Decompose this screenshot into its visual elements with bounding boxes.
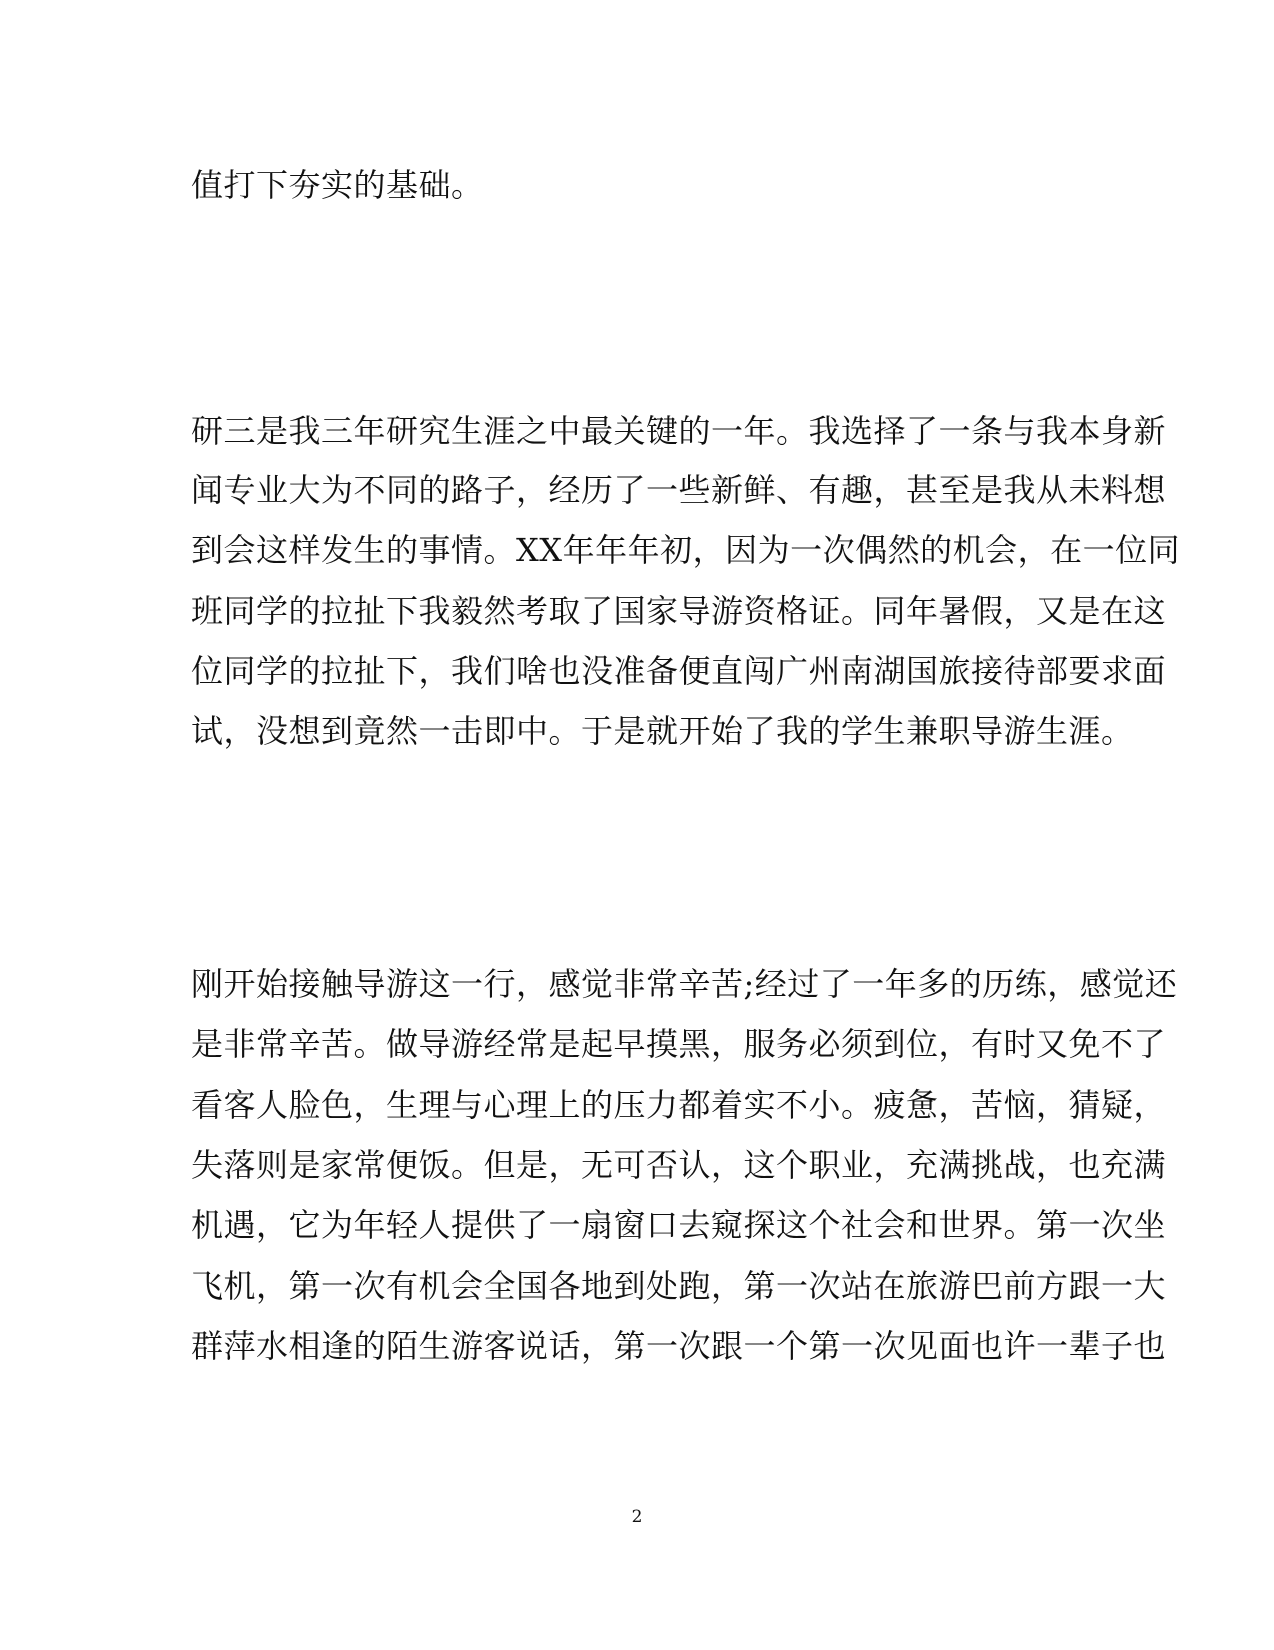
text-line: 闻专业大为不同的路子，经历了一些新鲜、有趣，甚至是我从未料想 bbox=[191, 471, 1167, 509]
text-line: 值打下夯实的基础。 bbox=[191, 166, 484, 204]
text-line: 群萍水相逢的陌生游客说话，第一次跟一个第一次见面也许一辈子也 bbox=[191, 1327, 1167, 1365]
text-line: 是非常辛苦。做导游经常是起早摸黑，服务必须到位，有时又免不了 bbox=[191, 1025, 1167, 1063]
text-line: 失落则是家常便饭。但是，无可否认，这个职业，充满挑战，也充满 bbox=[191, 1146, 1167, 1184]
text-line: 机遇，它为年轻人提供了一扇窗口去窥探这个社会和世界。第一次坐 bbox=[191, 1206, 1167, 1244]
text-line: 位同学的拉扯下，我们啥也没准备便直闯广州南湖国旅接待部要求面 bbox=[191, 652, 1167, 690]
text-line: 刚开始接触导游这一行，感觉非常辛苦;经过了一年多的历练，感觉还 bbox=[191, 965, 1178, 1003]
text-line: 班同学的拉扯下我毅然考取了国家导游资格证。同年暑假，又是在这 bbox=[191, 592, 1167, 630]
text-line: 到会这样发生的事情。XX年年年初，因为一次偶然的机会，在一位同 bbox=[191, 531, 1181, 569]
text-line: 看客人脸色，生理与心理上的压力都着实不小。疲惫，苦恼，猜疑， bbox=[191, 1086, 1167, 1124]
text-line: 试，没想到竟然一击即中。于是就开始了我的学生兼职导游生涯。 bbox=[191, 712, 1134, 750]
text-line: 研三是我三年研究生涯之中最关键的一年。我选择了一条与我本身新 bbox=[191, 412, 1167, 450]
text-line: 飞机，第一次有机会全国各地到处跑，第一次站在旅游巴前方跟一大 bbox=[191, 1267, 1167, 1305]
page-number: 2 bbox=[631, 1507, 643, 1527]
